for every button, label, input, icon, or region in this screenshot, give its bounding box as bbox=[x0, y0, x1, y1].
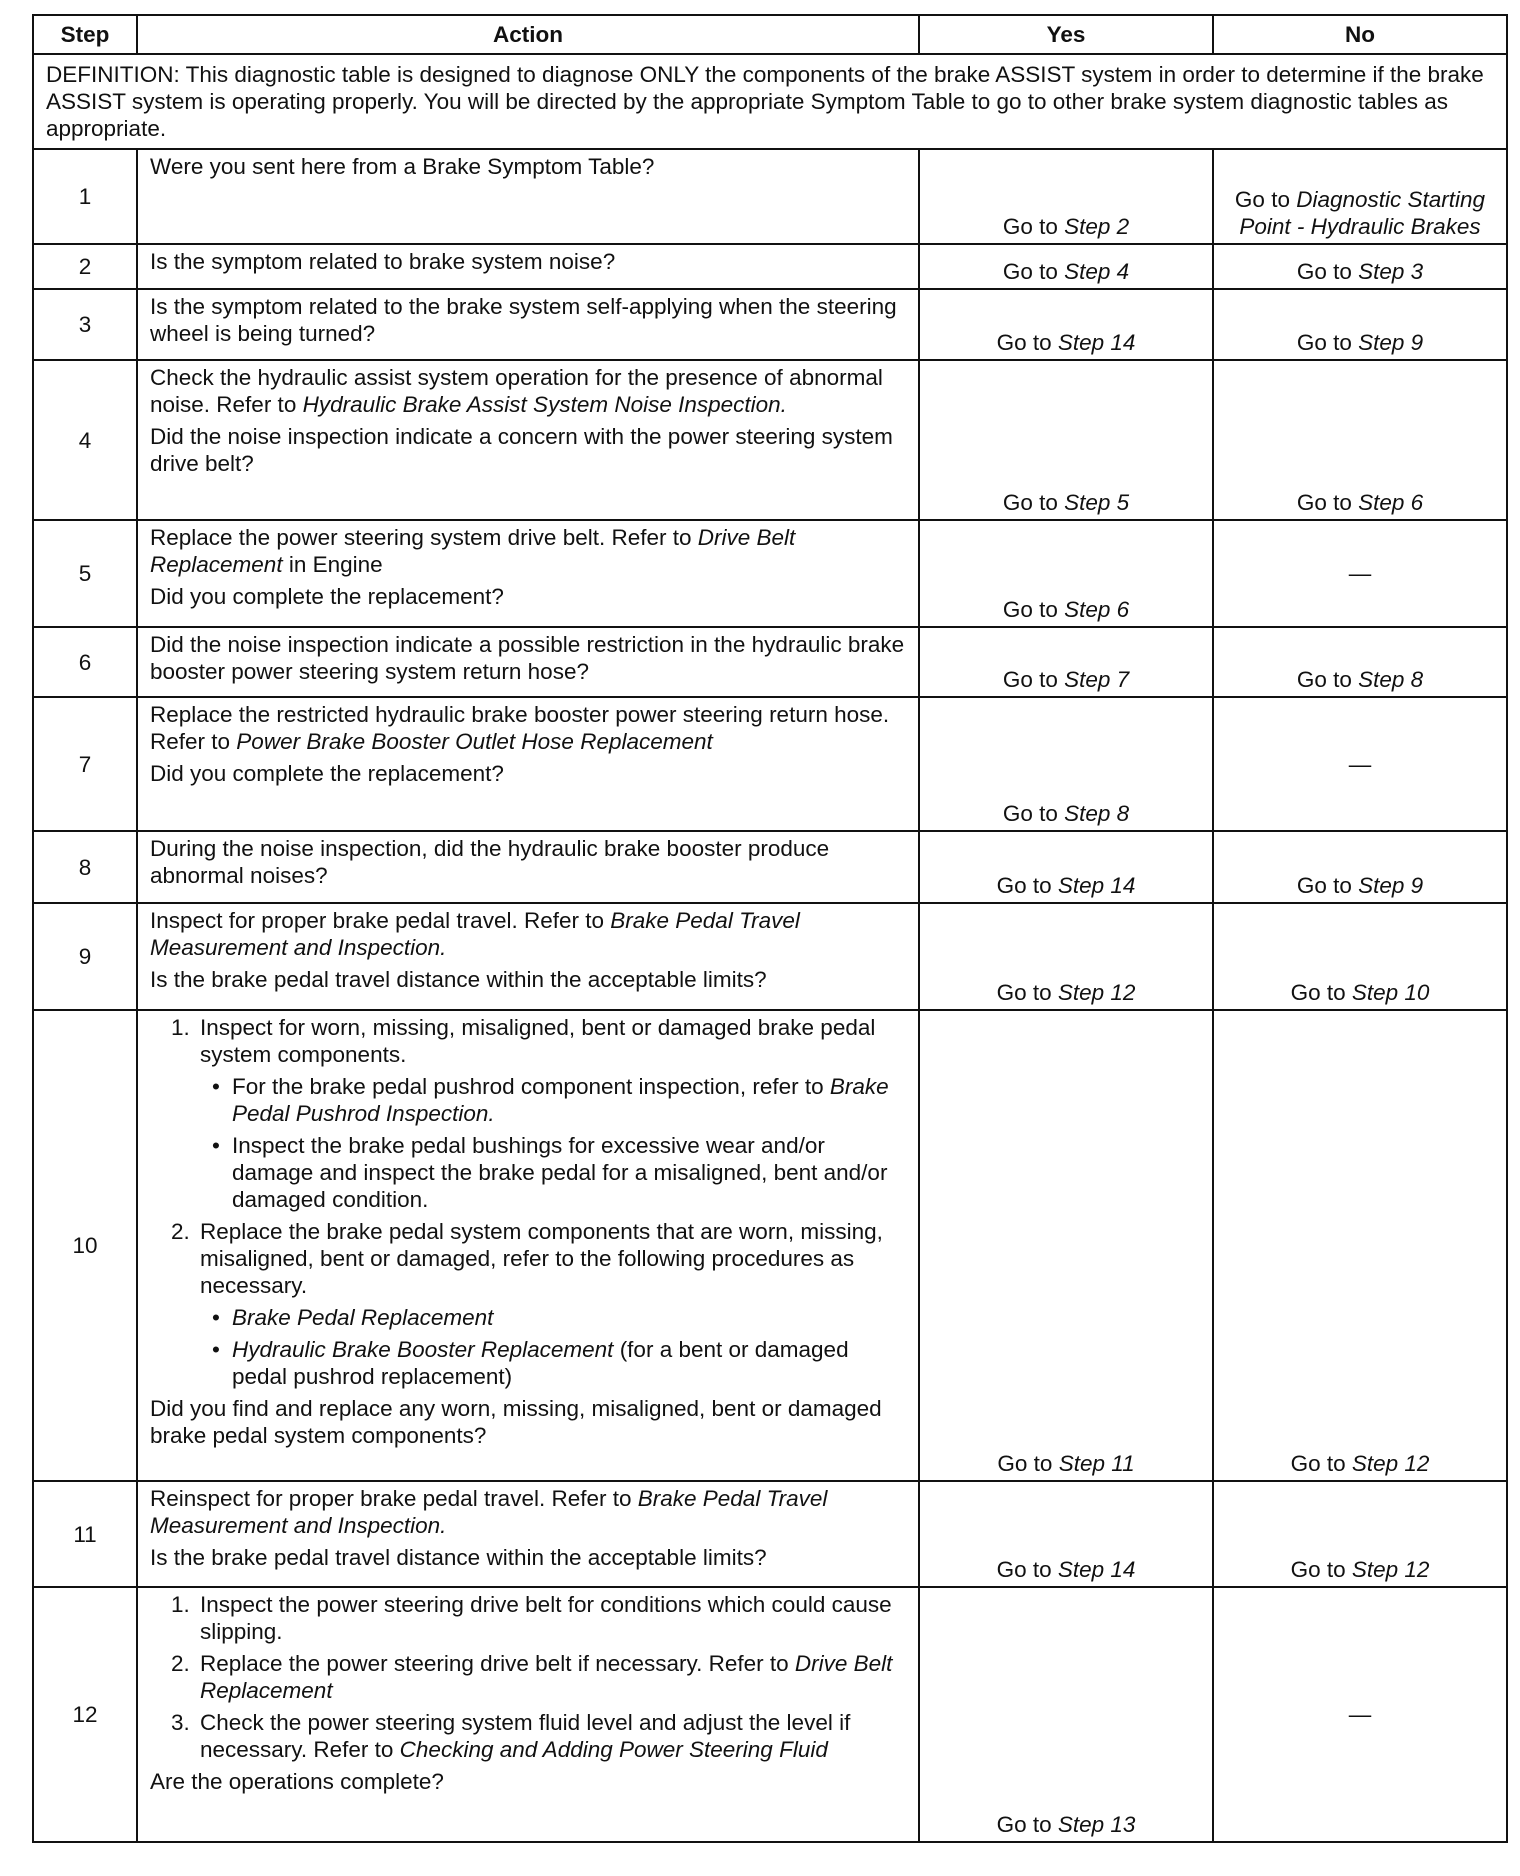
table-row bbox=[33, 903, 1507, 1010]
text-segment: Go to bbox=[1002, 259, 1065, 284]
text-segment: Go to bbox=[1296, 259, 1359, 284]
no-cell bbox=[1213, 149, 1507, 244]
action-paragraph bbox=[150, 293, 906, 347]
bullet-item bbox=[232, 1336, 906, 1390]
text-segment: Go to bbox=[1234, 187, 1297, 212]
list-item bbox=[196, 1014, 906, 1213]
diagnostic-table bbox=[32, 14, 1508, 1843]
text-segment: Go to bbox=[1296, 667, 1359, 692]
step-number: 2 bbox=[33, 244, 137, 289]
list-item bbox=[196, 1709, 906, 1763]
action-cell bbox=[137, 520, 919, 627]
action-paragraph bbox=[150, 1768, 906, 1795]
reference-link-text: Step 12 bbox=[1351, 1557, 1430, 1582]
action-cell bbox=[137, 697, 919, 831]
bullet-item bbox=[232, 1132, 906, 1213]
no-cell bbox=[1213, 360, 1507, 520]
reference-link-text: Step 4 bbox=[1064, 259, 1130, 284]
action-paragraph bbox=[150, 631, 906, 685]
yes-cell bbox=[919, 1587, 1213, 1842]
list-item bbox=[196, 1218, 906, 1390]
reference-link-text: Step 13 bbox=[1057, 1812, 1136, 1837]
text-segment: Go to bbox=[1290, 1451, 1352, 1476]
text-segment: Did you complete the replacement? bbox=[150, 584, 504, 609]
text-segment: Inspect for proper brake pedal travel. Refer to bbox=[150, 908, 611, 933]
no-cell bbox=[1213, 627, 1507, 697]
text-segment: Replace the power steering drive belt if necessary. Refer to bbox=[200, 1651, 795, 1676]
text-segment: Is the brake pedal travel distance within the acceptable limits? bbox=[150, 967, 767, 992]
step-number: 9 bbox=[33, 903, 137, 1010]
reference-link-text: Step 12 bbox=[1057, 980, 1136, 1005]
reference-link-text: Brake Pedal Travel Measurement and Inspection. bbox=[150, 1486, 828, 1538]
text-segment: Go to bbox=[1002, 214, 1065, 239]
text-segment: Did you find and replace any worn, missing, misaligned, bent or damaged brake pedal system components? bbox=[150, 1396, 882, 1448]
bullet-list bbox=[200, 1304, 906, 1390]
text-segment: Replace the power steering system drive belt. Refer to bbox=[150, 525, 698, 550]
no-cell bbox=[1213, 831, 1507, 903]
text-segment: Check the hydraulic assist system operation for the presence of abnormal noise. Refer to bbox=[150, 365, 883, 417]
no-cell bbox=[1213, 289, 1507, 360]
text-segment: For the brake pedal pushrod component inspection, refer to bbox=[232, 1074, 830, 1099]
text-segment: — bbox=[1348, 1702, 1372, 1727]
action-paragraph bbox=[150, 364, 906, 418]
reference-link-text: Step 14 bbox=[1057, 1557, 1136, 1582]
text-segment: Go to bbox=[996, 873, 1058, 898]
text-segment: Did the noise inspection indicate a concern with the power steering system drive belt? bbox=[150, 424, 893, 476]
yes-cell bbox=[919, 627, 1213, 697]
action-cell bbox=[137, 627, 919, 697]
step-number: 6 bbox=[33, 627, 137, 697]
step-number: 7 bbox=[33, 697, 137, 831]
header-row bbox=[33, 15, 1507, 54]
text-segment: Go to bbox=[1296, 330, 1359, 355]
yes-cell bbox=[919, 149, 1213, 244]
numbered-list bbox=[150, 1591, 906, 1763]
reference-link-text: Step 12 bbox=[1351, 1451, 1430, 1476]
action-cell bbox=[137, 244, 919, 289]
bullet-item bbox=[232, 1073, 906, 1127]
reference-link-text: Drive Belt Replacement bbox=[200, 1651, 893, 1703]
text-segment: Go to bbox=[996, 1557, 1058, 1582]
step-number: 5 bbox=[33, 520, 137, 627]
text-segment: — bbox=[1348, 751, 1372, 777]
header-step: Step bbox=[33, 15, 137, 54]
no-cell bbox=[1213, 1481, 1507, 1587]
reference-link-text: Brake Pedal Pushrod Inspection. bbox=[232, 1074, 889, 1126]
text-segment: Are the operations complete? bbox=[150, 1769, 444, 1794]
text-segment: Replace the brake pedal system components that are worn, missing, misaligned, bent or damaged, refer to the following procedures as necessary. bbox=[200, 1219, 883, 1298]
reference-link-text: Step 11 bbox=[1058, 1451, 1135, 1476]
table-row bbox=[33, 1587, 1507, 1842]
text-segment: Go to bbox=[1296, 873, 1359, 898]
header-action: Action bbox=[137, 15, 919, 54]
action-cell bbox=[137, 903, 919, 1010]
text-segment: Go to bbox=[1002, 667, 1065, 692]
action-paragraph bbox=[150, 153, 906, 180]
text-segment: Go to bbox=[1002, 490, 1065, 515]
text-segment: (for a bent or damaged pedal pushrod replacement) bbox=[232, 1337, 849, 1389]
action-paragraph bbox=[150, 1544, 906, 1571]
no-cell bbox=[1213, 1010, 1507, 1481]
reference-link-text: Power Brake Booster Outlet Hose Replacement bbox=[236, 729, 713, 754]
reference-link-text: Checking and Adding Power Steering Fluid bbox=[399, 1737, 828, 1762]
header-no: No bbox=[1213, 15, 1507, 54]
yes-cell bbox=[919, 831, 1213, 903]
reference-link-text: Step 10 bbox=[1351, 980, 1430, 1005]
step-number: 12 bbox=[33, 1587, 137, 1842]
action-cell bbox=[137, 360, 919, 520]
table-row bbox=[33, 1010, 1507, 1481]
yes-cell bbox=[919, 903, 1213, 1010]
list-item bbox=[196, 1591, 906, 1645]
text-segment: Were you sent here from a Brake Symptom Table? bbox=[150, 154, 655, 179]
yes-cell bbox=[919, 289, 1213, 360]
text-segment: Go to bbox=[996, 980, 1058, 1005]
text-segment: Go to bbox=[997, 1451, 1059, 1476]
action-paragraph bbox=[150, 1395, 906, 1449]
reference-link-text: Step 8 bbox=[1064, 801, 1130, 826]
text-segment: Did the noise inspection indicate a possible restriction in the hydraulic brake booster power steering system return hose? bbox=[150, 632, 905, 684]
action-paragraph bbox=[150, 524, 906, 578]
numbered-list bbox=[150, 1014, 906, 1390]
definition-row bbox=[33, 54, 1507, 149]
action-paragraph bbox=[150, 701, 906, 755]
reference-link-text: Brake Pedal Replacement bbox=[232, 1305, 494, 1330]
text-segment: in Engine bbox=[282, 552, 383, 577]
reference-link-text: Step 5 bbox=[1064, 490, 1130, 515]
step-number: 11 bbox=[33, 1481, 137, 1587]
action-cell bbox=[137, 289, 919, 360]
table-row bbox=[33, 831, 1507, 903]
table-row bbox=[33, 697, 1507, 831]
reference-link-text: Step 9 bbox=[1358, 330, 1424, 355]
reference-link-text: Step 14 bbox=[1057, 873, 1136, 898]
action-paragraph bbox=[150, 583, 906, 610]
definition-text: DEFINITION: This diagnostic table is designed to diagnose ONLY the components of the brake ASSIST system in order to determine if the brake ASSIST system is operating properly. You will be directed by the appropriate Symptom Table to go to other brake system diagnostic tables as appropriate. bbox=[33, 54, 1507, 149]
action-paragraph bbox=[150, 1485, 906, 1539]
action-paragraph bbox=[150, 907, 906, 961]
table-row bbox=[33, 244, 1507, 289]
reference-link-text: Step 9 bbox=[1358, 873, 1424, 898]
no-cell bbox=[1213, 244, 1507, 289]
reference-link-text: Hydraulic Brake Assist System Noise Inspection. bbox=[302, 392, 787, 417]
action-cell bbox=[137, 1587, 919, 1842]
step-number: 4 bbox=[33, 360, 137, 520]
action-paragraph bbox=[150, 423, 906, 477]
yes-cell bbox=[919, 697, 1213, 831]
yes-cell bbox=[919, 520, 1213, 627]
text-segment: Reinspect for proper brake pedal travel. Refer to bbox=[150, 1486, 638, 1511]
text-segment: Go to bbox=[996, 1812, 1058, 1837]
text-segment: Go to bbox=[996, 330, 1058, 355]
bullet-item bbox=[232, 1304, 906, 1331]
step-number: 1 bbox=[33, 149, 137, 244]
text-segment: During the noise inspection, did the hydraulic brake booster produce abnormal noises? bbox=[150, 836, 830, 888]
yes-cell bbox=[919, 360, 1213, 520]
text-segment: Inspect the power steering drive belt for conditions which could cause slipping. bbox=[200, 1592, 892, 1644]
reference-link-text: Step 14 bbox=[1057, 330, 1136, 355]
reference-link-text: Step 6 bbox=[1064, 597, 1130, 622]
table-row bbox=[33, 289, 1507, 360]
action-cell bbox=[137, 149, 919, 244]
text-segment: Go to bbox=[1290, 1557, 1352, 1582]
table-row bbox=[33, 520, 1507, 627]
table-row bbox=[33, 1481, 1507, 1587]
step-number: 10 bbox=[33, 1010, 137, 1481]
reference-link-text: Step 7 bbox=[1064, 667, 1130, 692]
yes-cell bbox=[919, 1481, 1213, 1587]
action-cell bbox=[137, 831, 919, 903]
text-segment: — bbox=[1348, 561, 1372, 586]
text-segment: Go to bbox=[1002, 801, 1065, 826]
reference-link-text: Brake Pedal Travel Measurement and Inspection. bbox=[150, 908, 800, 960]
text-segment: Check the power steering system fluid level and adjust the level if necessary. Refer to bbox=[200, 1710, 851, 1762]
text-segment: Is the symptom related to brake system noise? bbox=[150, 249, 616, 274]
reference-link-text: Step 2 bbox=[1064, 214, 1130, 239]
bullet-list bbox=[200, 1073, 906, 1213]
text-segment: Did you complete the replacement? bbox=[150, 761, 504, 786]
action-cell bbox=[137, 1481, 919, 1587]
action-paragraph bbox=[150, 835, 906, 889]
step-number: 8 bbox=[33, 831, 137, 903]
yes-cell bbox=[919, 1010, 1213, 1481]
yes-cell bbox=[919, 244, 1213, 289]
text-segment: Inspect for worn, missing, misaligned, bent or damaged brake pedal system components. bbox=[200, 1015, 876, 1067]
list-item bbox=[196, 1650, 906, 1704]
no-cell bbox=[1213, 903, 1507, 1010]
action-paragraph bbox=[150, 966, 906, 993]
reference-link-text: Step 6 bbox=[1358, 490, 1424, 515]
no-cell bbox=[1213, 1587, 1507, 1842]
text-segment: Go to bbox=[1296, 490, 1359, 515]
reference-link-text: Drive Belt Replacement bbox=[150, 525, 796, 577]
table-row bbox=[33, 149, 1507, 244]
reference-link-text: Hydraulic Brake Booster Replacement bbox=[232, 1337, 614, 1362]
header-yes: Yes bbox=[919, 15, 1213, 54]
no-cell bbox=[1213, 697, 1507, 831]
action-cell bbox=[137, 1010, 919, 1481]
action-paragraph bbox=[150, 760, 906, 787]
text-segment: Go to bbox=[1290, 980, 1352, 1005]
reference-link-text: Diagnostic Starting Point - Hydraulic Brakes bbox=[1239, 187, 1486, 239]
table-row bbox=[33, 360, 1507, 520]
action-paragraph bbox=[150, 248, 906, 275]
text-segment: Replace the restricted hydraulic brake booster power steering return hose. Refer to bbox=[150, 702, 890, 754]
no-cell bbox=[1213, 520, 1507, 627]
text-segment: Inspect the brake pedal bushings for excessive wear and/or damage and inspect the brake pedal for a misaligned, bent and/or damaged condition. bbox=[232, 1133, 888, 1212]
text-segment: Is the brake pedal travel distance within the acceptable limits? bbox=[150, 1545, 767, 1570]
step-number: 3 bbox=[33, 289, 137, 360]
text-segment: Go to bbox=[1002, 597, 1065, 622]
text-segment: Is the symptom related to the brake system self-applying when the steering wheel is being turned? bbox=[150, 294, 897, 346]
reference-link-text: Step 3 bbox=[1358, 259, 1424, 284]
table-row bbox=[33, 627, 1507, 697]
reference-link-text: Step 8 bbox=[1358, 667, 1424, 692]
